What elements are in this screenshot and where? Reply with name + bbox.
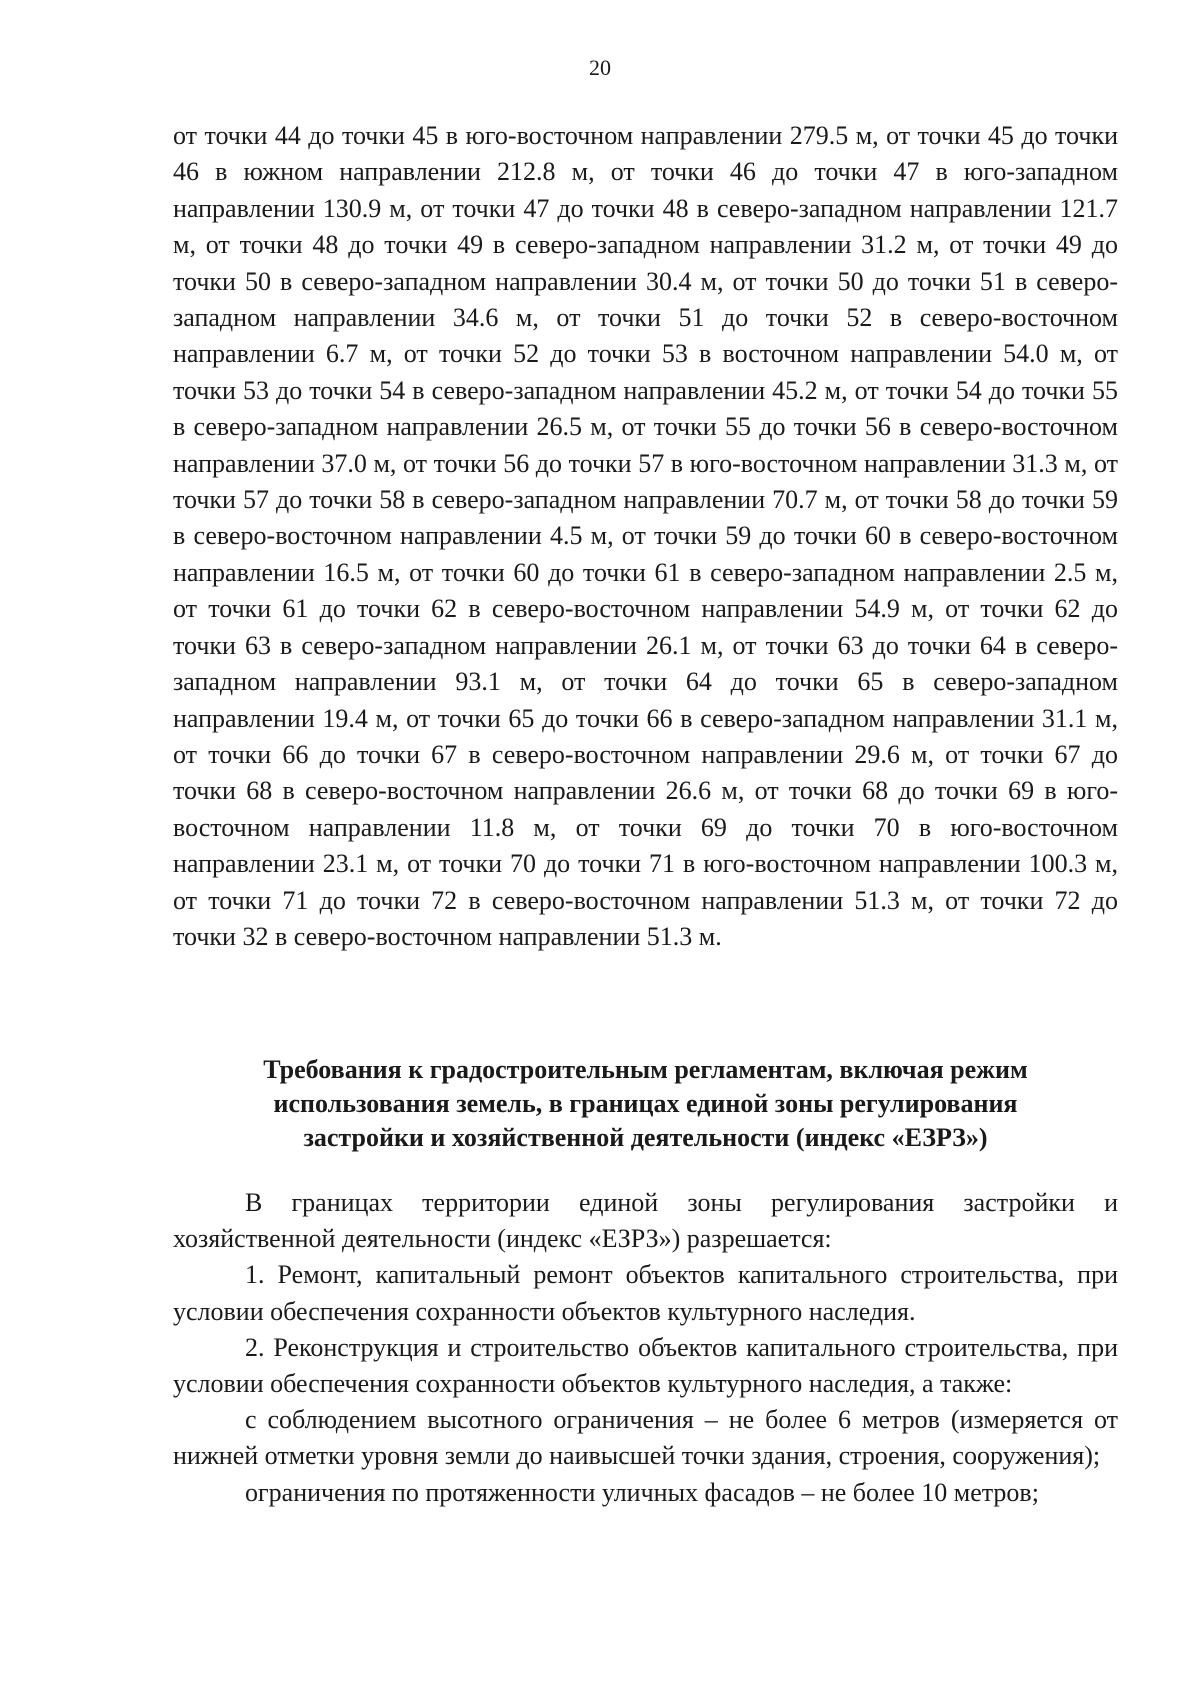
list-item-repair: 1. Ремонт, капитальный ремонт объектов капитального строительства, при условии обеспечения сохранности объектов культурного наследия. bbox=[173, 1260, 1118, 1326]
boundary-paragraph: от точки 44 до точки 45 в юго-восточном направлении 279.5 м, от точки 45 до точки 46 в южном направлении 212.8 м, от точки 46 до точки 47 в юго-западном направлении 130.9 м, от точки 47 до точки 48 в северо-западном направлении 121.7 м, от точки 48 до точки 49 в северо-западном направлении 31.2 м, от точки 49 до точки 50 в северо-западном направлении 30.4 м, от точки 50 до точки 51 в северо-западном направлении 34.6 м, от точки 51 до точки 52 в северо-восточном направлении 6.7 м, от точки 52 до точки 53 в восточном направлении 54.0 м, от точки 53 до точки 54 в северо-западном направлении 45.2 м, от точки 54 до точки 55 в северо-западном направлении 26.5 м, от точки 55 до точки 56 в северо-восточном направлении 37.0 м, от точки 56 до точки 57 в юго-восточном направлении 31.3 м, от точки 57 до точки 58 в северо-западном направлении 70.7 м, от точки 58 до точки 59 в северо-восточном направлении 4.5 м, от точки 59 до точки 60 в северо-восточном направлении 16.5 м, от точки 60 до точки 61 в северо-западном направлении 2.5 м, от точки 61 до точки 62 в северо-восточном направлении 54.9 м, от точки 62 до точки 63 в северо-западном направлении 26.1 м, от точки 63 до точки 64 в северо-западном направлении 93.1 м, от точки 64 до точки 65 в северо-западном направлении 19.4 м, от точки 65 до точки 66 в северо-западном направлении 31.1 м, от точки 66 до точки 67 в северо-восточном направлении 29.6 м, от точки 67 до точки 68 в северо-восточном направлении 26.6 м, от точки 68 до точки 69 в юго-восточном направлении 11.8 м, от точки 69 до точки 70 в юго-восточном направлении 23.1 м, от точки 70 до точки 71 в юго-восточном направлении 100.3 м, от точки 71 до точки 72 в северо-восточном направлении 51.3 м, от точки 72 до точки 32 в северо-восточном направлении 51.3 м. bbox=[173, 121, 1118, 951]
section-heading bbox=[173, 1053, 1118, 1155]
boundary-description bbox=[173, 118, 1118, 955]
list-item-reconstruction: 2. Реконструкция и строительство объектов капитального строительства, при условии обеспечения сохранности объектов культурного наследия, а также: bbox=[173, 1332, 1118, 1399]
intro-paragraph: В границах территории единой зоны регулирования застройки и хозяйственной деятельности (индекс «ЕЗРЗ») разрешается: bbox=[173, 1188, 1118, 1254]
facade-length-paragraph: ограничения по протяженности уличных фасадов – не более 10 метров; bbox=[245, 1477, 1039, 1507]
section-heading-line: использования земель, в границах единой зоны регулирования bbox=[273, 1089, 1018, 1118]
section-body bbox=[173, 1185, 1118, 1511]
page-number: 20 bbox=[589, 55, 611, 80]
height-restriction-paragraph: с соблюдением высотного ограничения – не более 6 метров (измеряется от нижней отметки уровня земли до наивысшей точки здания, строения, сооружения); bbox=[173, 1405, 1118, 1471]
section-heading-line: Требования к градостроительным регламентам, включая режим bbox=[263, 1055, 1028, 1084]
section-heading-line: застройки и хозяйственной деятельности (индекс «ЕЗРЗ») bbox=[303, 1123, 988, 1152]
